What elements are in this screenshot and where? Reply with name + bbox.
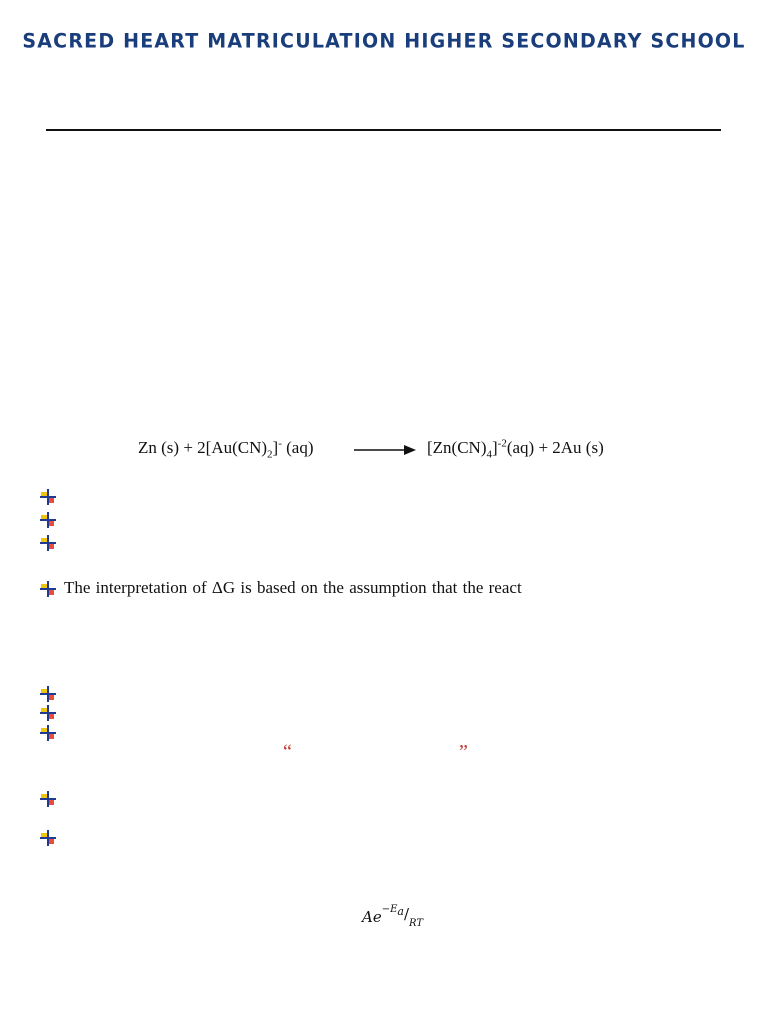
formula-exp-sign: −E bbox=[381, 904, 398, 915]
equation-products bbox=[427, 437, 604, 461]
formula-slash: / bbox=[403, 905, 410, 923]
header-divider bbox=[46, 129, 721, 131]
equation-left-text: Zn (s) + 2[Au(CN) bbox=[138, 438, 268, 457]
bullet-cross-icon bbox=[40, 535, 56, 551]
formula-exp-sub: a bbox=[397, 905, 404, 918]
equation-left-sup: - bbox=[278, 437, 282, 450]
arrhenius-formula bbox=[362, 904, 424, 929]
bullet-cross-icon bbox=[40, 686, 56, 702]
close-quote: ” bbox=[459, 741, 468, 763]
bullet-cross-icon bbox=[40, 791, 56, 807]
bullet-cross-icon bbox=[40, 705, 56, 721]
equation-right-sup: -2 bbox=[497, 437, 507, 450]
reaction-arrow-icon bbox=[354, 443, 416, 457]
equation-left-state: (aq) bbox=[281, 438, 314, 457]
equation-right-open: [Zn(CN) bbox=[427, 438, 487, 457]
equation-right-close: ] bbox=[491, 438, 498, 457]
bullet-cross-icon bbox=[40, 830, 56, 846]
formula-exponent bbox=[381, 904, 404, 918]
open-quote: “ bbox=[283, 741, 292, 763]
equation-left-sub: 2 bbox=[267, 448, 273, 461]
bullet-text-delta-g: The interpretation of ΔG is based on the assumption that the react bbox=[64, 578, 522, 597]
bullet-cross-icon bbox=[40, 725, 56, 741]
formula-denominator: RT bbox=[409, 918, 424, 929]
bullet-cross-icon bbox=[40, 489, 56, 505]
bullet-cross-icon bbox=[40, 581, 56, 597]
equation-right-sub: 4 bbox=[486, 448, 492, 461]
equation-left-close: ] bbox=[272, 438, 279, 457]
formula-base: Ae bbox=[362, 908, 382, 926]
school-title: SACRED HEART MATRICULATION HIGHER SECONDARY SCHOOL bbox=[22, 29, 746, 53]
equation-reactants bbox=[138, 437, 314, 461]
bullet-cross-icon bbox=[40, 512, 56, 528]
equation-right-rest: (aq) + 2Au (s) bbox=[506, 438, 604, 457]
